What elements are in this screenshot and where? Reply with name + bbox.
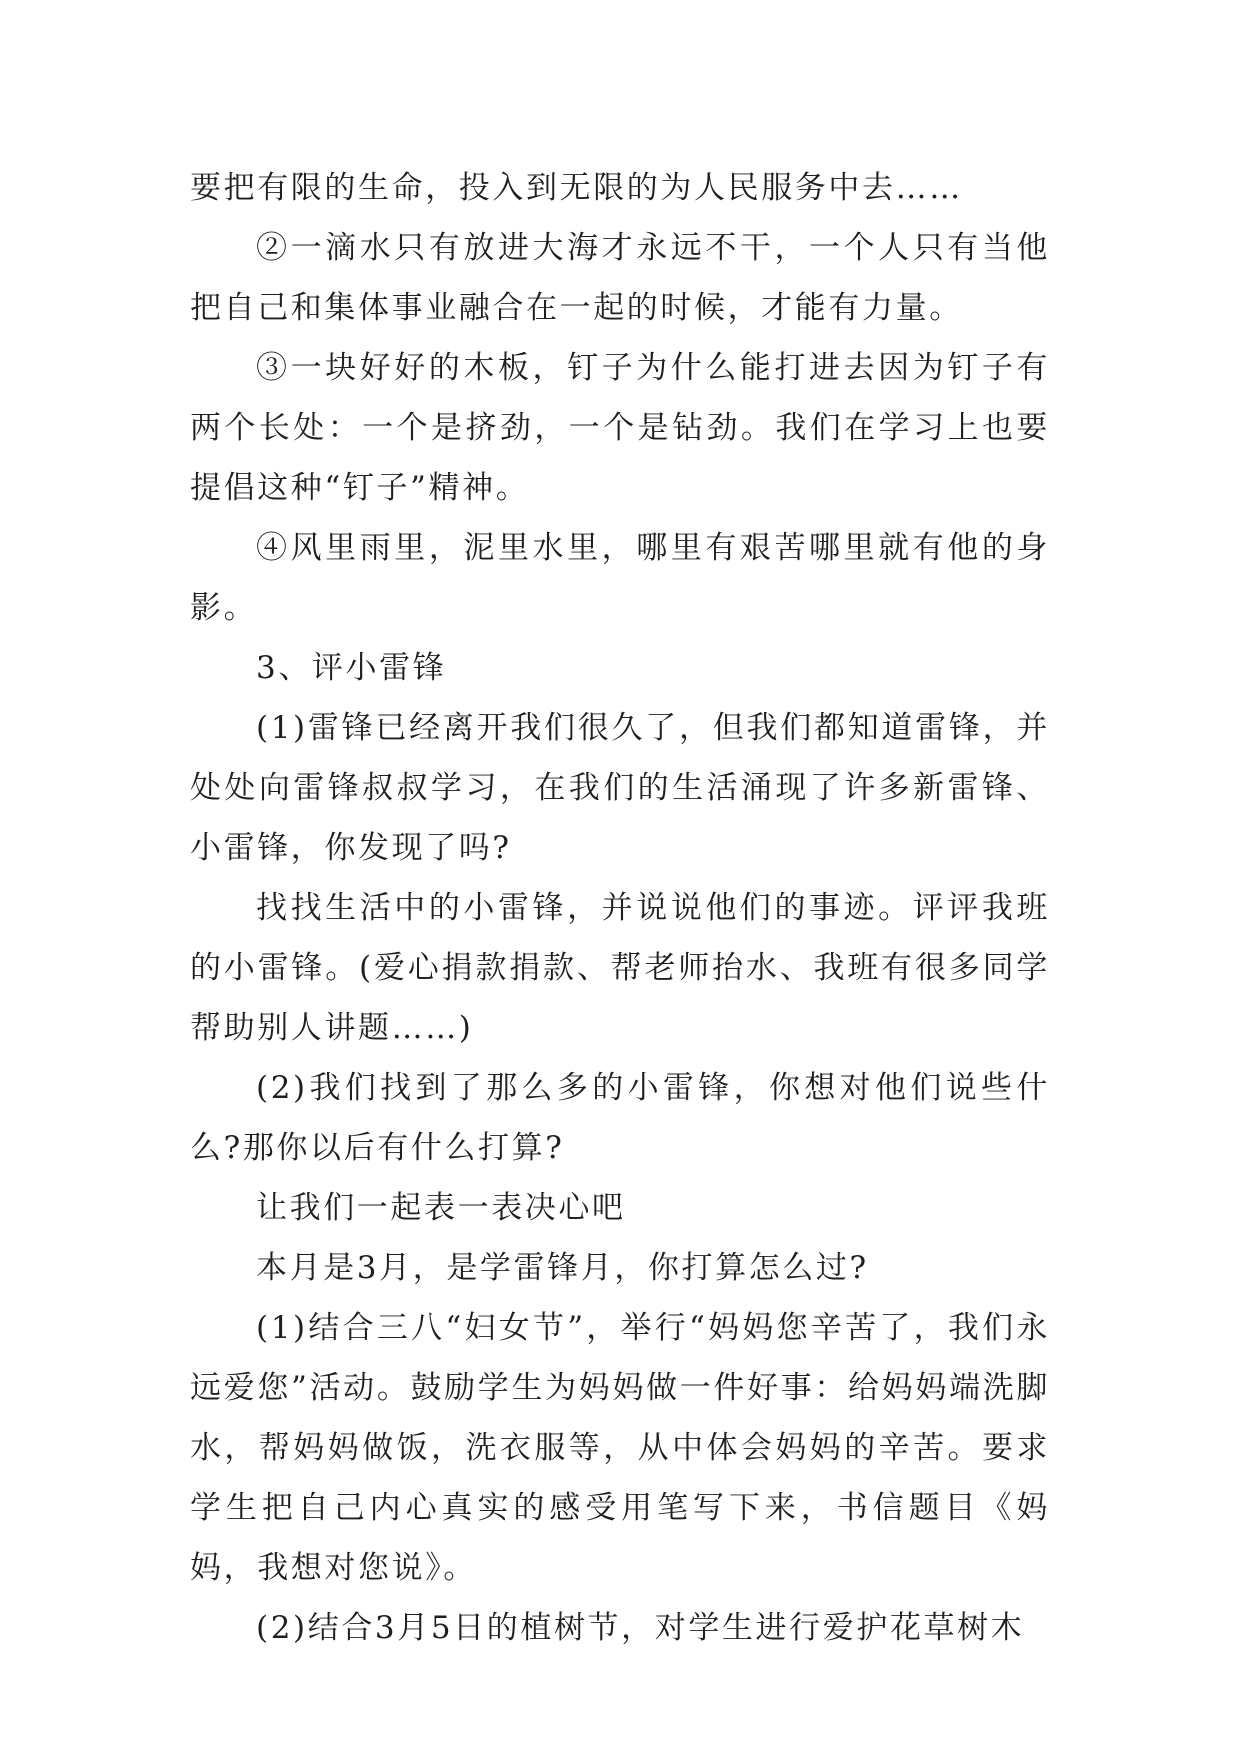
paragraph-pledge: 让我们一起表一表决心吧: [256, 1190, 626, 1226]
paragraph-march: 本月是3月，是学雷锋月，你打算怎么过?: [256, 1250, 869, 1286]
paragraph-item-2: (2)我们找到了那么多的小雷锋，你想对他们说些什么?那你以后有什么打算?: [190, 1070, 1050, 1166]
paragraph-find-leifeng: 找找生活中的小雷锋，并说说他们的事迹。评评我班的小雷锋。(爱心捐款捐款、帮老师抬水、我班有很多同学帮助别人讲题……): [190, 890, 1050, 1046]
paragraph-item-1: (1)雷锋已经离开我们很久了，但我们都知道雷锋，并处处向雷锋叔叔学习，在我们的生活涌现了许多新雷锋、小雷锋，你发现了吗?: [190, 710, 1050, 866]
paragraph-arbor-day: (2)结合3月5日的植树节，对学生进行爱护花草树木: [256, 1610, 1025, 1646]
paragraph-quote-3: ③一块好好的木板，钉子为什么能打进去因为钉子有两个长处：一个是挤劲，一个是钻劲。我们在学习上也要提倡这种“钉子”精神。: [190, 350, 1050, 506]
section-heading-3: 3、评小雷锋: [256, 650, 447, 686]
paragraph-quote-2: ②一滴水只有放进大海才永远不干，一个人只有当他把自己和集体事业融合在一起的时候，才能有力量。: [190, 230, 1050, 326]
paragraph-womens-day: (1)结合三八“妇女节”，举行“妈妈您辛苦了，我们永远爱您”活动。鼓励学生为妈妈做一件好事：给妈妈端洗脚水，帮妈妈做饭，洗衣服等，从中体会妈妈的辛苦。要求学生把自己内心真实的感受用笔写下来，书信题目《妈妈，我想对您说》。: [190, 1310, 1050, 1586]
paragraph-continuation: 要把有限的生命，投入到无限的为人民服务中去……: [190, 170, 963, 206]
document-body: [190, 158, 1050, 1658]
paragraph-quote-4: ④风里雨里，泥里水里，哪里有艰苦哪里就有他的身影。: [190, 530, 1050, 626]
